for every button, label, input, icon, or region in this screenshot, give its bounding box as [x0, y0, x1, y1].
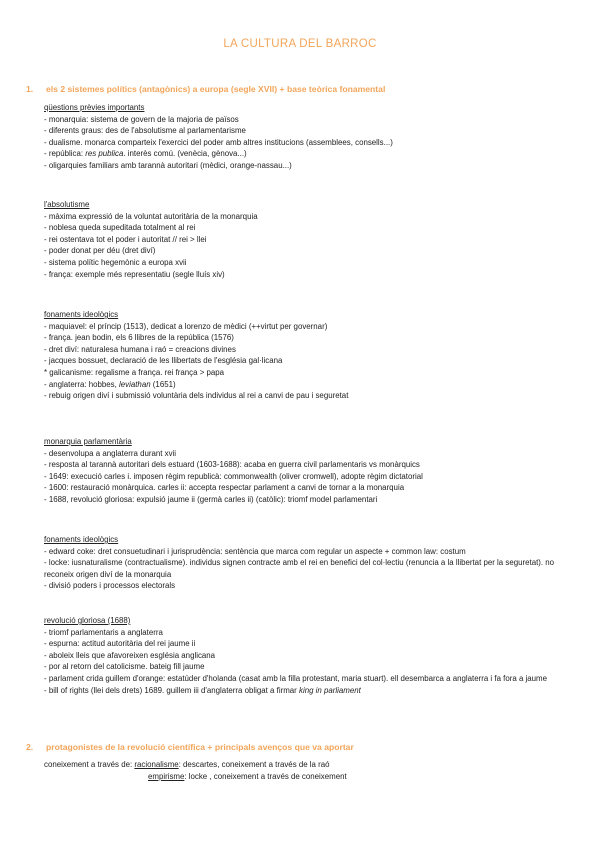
subheading: revolució gloriosa (1688)	[44, 616, 131, 625]
section-2-line-2	[44, 771, 564, 783]
notes-block	[44, 436, 564, 506]
section-2-number: 2.	[26, 742, 34, 752]
note-line: - 1649: execució carles i. imposen règim republicà: commonwealth (oliver cromwell), adopte règim dictatorial	[44, 471, 423, 481]
line-text: (1651)	[150, 379, 176, 389]
note-line: - aboleix lleis que afavoreixen església anglicana	[44, 650, 216, 660]
note-line: * galicanisme: regalisme a frança. rei frança > papa	[44, 367, 225, 377]
note-line: - dualisme. monarca comparteix l'exercici del poder amb altres institucions (assemblees, consells...)	[44, 137, 393, 147]
note-line: - espurna: actitud autoritària del rei jaume ii	[44, 639, 196, 649]
note-line: - poder donat per déu (dret diví)	[44, 246, 156, 256]
note-line: - desenvolupa a anglaterra durant xvii	[44, 448, 177, 458]
note-line: - sistema polític hegemònic a europa xvii	[44, 257, 187, 267]
section-2-heading	[26, 742, 354, 752]
note-line: - divisió poders i processos electorals	[44, 581, 176, 591]
note-line: - por al retorn del catolicisme. bateig fill jaume	[44, 662, 205, 672]
subheading: l'absolutisme	[44, 200, 90, 209]
italic-title: king in parliament	[299, 685, 361, 695]
section-1-heading-text: els 2 sistemes polítics (antagònics) a europa (segle XVII) + base teòrica fonamental	[46, 84, 386, 94]
section-2-line-1	[44, 759, 564, 771]
section-2-body	[44, 759, 564, 782]
note-line: - locke: iusnaturalisme (contractualisme). individus signen contracte amb el rei en benefici del col·lectiu (renuncia a la llibertat per la seguretat). no reconeix origen diví de la monarquia	[44, 558, 555, 579]
line-text: . interès comú. (venècia, gènova...)	[123, 149, 247, 159]
note-line: - edward coke: dret consuetudinari i jurisprudència: sentència que marca com regular un aspecte + common law: costum	[44, 546, 466, 556]
line-rest: : locke , coneixement a través de coneixement	[184, 771, 347, 781]
section-1-heading	[26, 84, 385, 94]
note-line: - noblesa queda supeditada totalment al rei	[44, 223, 196, 233]
note-line: - resposta al tarannà autoritari dels estuard (1603-1688): acaba en guerra civil parlamentaris vs monàrquics	[44, 460, 420, 470]
line-text: - república:	[44, 149, 86, 159]
line-text: - anglaterra: hobbes,	[44, 379, 120, 389]
note-line: - rei ostentava tot el poder i autoritat // rei > llei	[44, 234, 207, 244]
note-line: - parlament crida guillem d'orange: estatúder d'holanda (casat amb la filla protestant, maria stuart). ell desembarca a anglaterra i fa fora a jaume	[44, 673, 548, 683]
note-line	[44, 148, 564, 160]
notes-block	[44, 309, 564, 402]
line-text: - bill of rights (llei dels drets) 1689. guillem iii d'anglaterra obligat a firmar	[44, 685, 299, 695]
note-line	[44, 685, 564, 697]
notes-block	[44, 534, 564, 592]
note-line: - jacques bossuet, declaració de les llibertats de l'església gal·licana	[44, 356, 283, 366]
note-line: - màxima expressió de la voluntat autoritària de la monarquia	[44, 211, 258, 221]
note-line: - oligarquies familiars amb tarannà autoritari (mèdici, orange-nassau...)	[44, 160, 292, 170]
notes-block	[44, 102, 564, 172]
subheading: qüestions prèvies importants	[44, 103, 145, 112]
note-line: - frança. jean bodin, els 6 llibres de la república (1576)	[44, 333, 234, 343]
note-line: - monarquia: sistema de govern de la majoria de països	[44, 114, 239, 124]
notes-block	[44, 199, 564, 280]
note-line: - frança: exemple més representatiu (segle lluís xiv)	[44, 269, 225, 279]
section-1-number: 1.	[26, 84, 34, 94]
line-rest: : descartes, coneixement a través de la raó	[178, 760, 330, 769]
note-line: - 1688, revolució gloriosa: expulsió jaume ii (germà carles ii) (catòlic): triomf model parlamentari	[44, 494, 378, 504]
term-empirisme: empirisme	[148, 771, 185, 781]
page-title: LA CULTURA DEL BARROC	[223, 38, 377, 50]
note-line: - triomf parlamentaris a anglaterra	[44, 627, 163, 637]
notes-block	[44, 615, 564, 696]
note-line: - dret diví: naturalesa humana i raó = creacions divines	[44, 344, 236, 354]
italic-title: leviathan	[119, 379, 151, 389]
italic-title: res publica	[85, 149, 124, 159]
note-line: - diferents graus: des de l'absolutisme al parlamentarisme	[44, 126, 246, 136]
note-line	[44, 379, 564, 391]
subheading: fonaments ideològics	[44, 310, 119, 319]
line-prefix: coneixement a través de:	[44, 760, 135, 769]
section-2-heading-text: protagonistes de la revolució científica + principals avenços que va aportar	[46, 742, 354, 752]
subheading: fonaments ideològics	[44, 535, 119, 544]
note-line: - 1600: restauració monàrquica. carles ii: accepta respectar parlament a canvi de tornar a la monarquia	[44, 483, 405, 493]
note-line: - maquiavel: el príncip (1513), dedicat a lorenzo de mèdici (++virtut per governar)	[44, 321, 328, 331]
note-line: - rebuig origen diví i submissió voluntària dels individus al rei a canvi de pau i seguretat	[44, 391, 349, 401]
subheading: monarquia parlamentària	[44, 437, 132, 446]
term-racionalisme: racionalisme	[134, 760, 179, 769]
